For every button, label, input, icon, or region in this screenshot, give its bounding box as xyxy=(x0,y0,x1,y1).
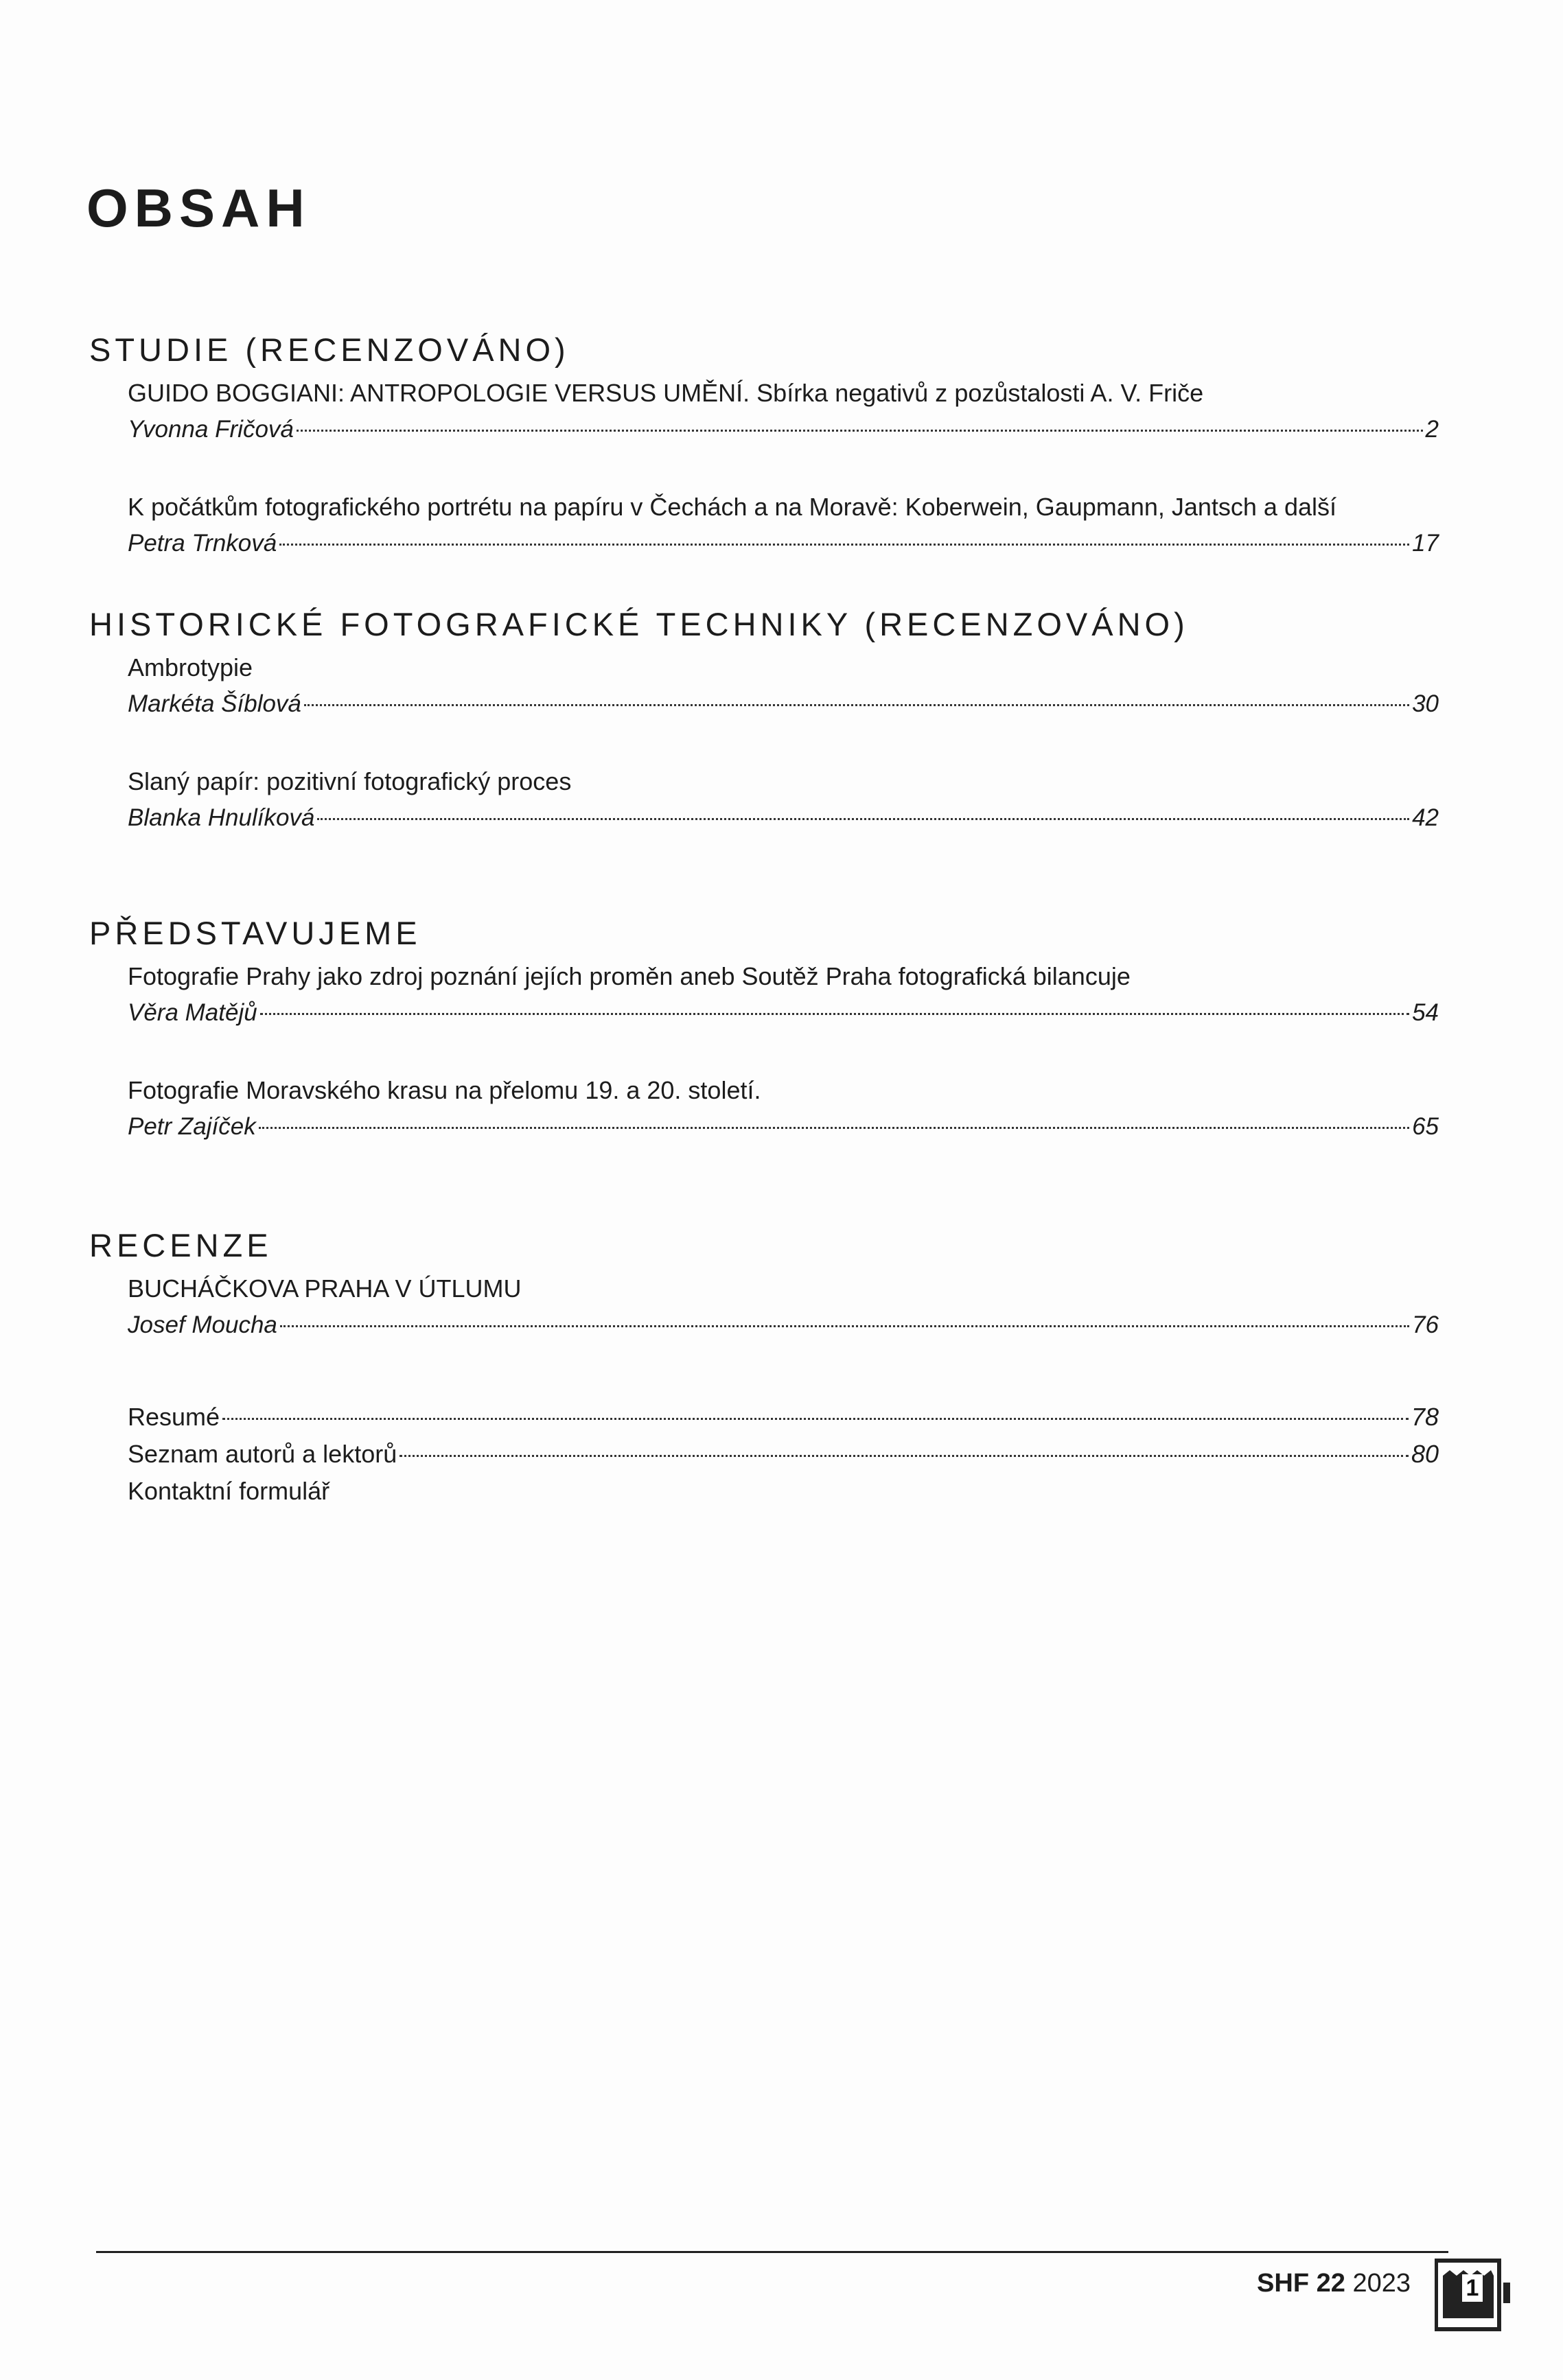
dot-leader xyxy=(260,1013,1409,1015)
entry-author-line xyxy=(128,1307,1439,1343)
dot-leader xyxy=(279,544,1409,546)
extra-page: 80 xyxy=(1411,1440,1439,1468)
entry-title: K počátkům fotografického portrétu na papíru v Čechách a na Moravě: Koberwein, Gaupmann, Jantsch a další xyxy=(128,493,1336,521)
extras-list xyxy=(128,1399,1480,1510)
section-studie xyxy=(89,329,1442,561)
entry-author-line xyxy=(128,800,1439,836)
entry-page: 30 xyxy=(1412,690,1439,717)
entry-title: GUIDO BOGGIANI: ANTROPOLOGIE VERSUS UMĚNÍ. Sbírka negativů z pozůstalosti A. V. Friče xyxy=(128,379,1204,407)
entry-author: Yvonna Fričová xyxy=(128,416,294,443)
footer-issue xyxy=(1257,2269,1411,2298)
entry-page: 42 xyxy=(1412,804,1439,831)
entry-title: BUCHÁČKOVA PRAHA V ÚTLUMU xyxy=(128,1274,522,1303)
toc-entry[interactable] xyxy=(128,375,1442,447)
entry-author: Markéta Šíblová xyxy=(128,690,301,717)
dot-leader xyxy=(280,1325,1409,1327)
extra-item[interactable] xyxy=(128,1436,1439,1473)
toc-entry[interactable] xyxy=(128,489,1442,561)
section-heading: PŘEDSTAVUJEME xyxy=(89,915,421,951)
footer-rule xyxy=(96,2251,1448,2253)
toc-entry[interactable] xyxy=(128,1072,1442,1145)
dot-leader xyxy=(222,1418,1409,1420)
page-number: 1 xyxy=(1462,2274,1483,2302)
dot-leader xyxy=(304,704,1409,706)
entry-author-line xyxy=(128,686,1439,722)
extra-label: Resumé xyxy=(128,1403,220,1431)
dot-leader xyxy=(297,430,1423,432)
entry-page: 65 xyxy=(1412,1113,1439,1140)
section-heading: RECENZE xyxy=(89,1227,273,1263)
extra-label: Kontaktní formulář xyxy=(128,1477,330,1505)
entry-author: Petr Zajíček xyxy=(128,1113,256,1140)
section-predstavujeme xyxy=(89,913,1442,1145)
film-strip-logo-icon xyxy=(1435,2255,1516,2336)
extra-item[interactable] xyxy=(128,1399,1439,1436)
footer-issue-number: 22 xyxy=(1316,2269,1345,2298)
entry-author: Věra Matějů xyxy=(128,999,257,1026)
toc-entry[interactable] xyxy=(128,649,1442,722)
entry-author: Josef Moucha xyxy=(128,1311,277,1338)
dot-leader xyxy=(400,1455,1409,1457)
entry-page: 54 xyxy=(1412,999,1439,1026)
extra-label: Seznam autorů a lektorů xyxy=(128,1440,397,1468)
section-heading: STUDIE (RECENZOVÁNO) xyxy=(89,331,570,368)
dot-leader xyxy=(259,1127,1409,1129)
entry-title: Fotografie Moravského krasu na přelomu 19. a 20. století. xyxy=(128,1076,761,1104)
toc-entry[interactable] xyxy=(128,1270,1442,1343)
entry-author: Petra Trnková xyxy=(128,530,277,557)
entry-title: Slaný papír: pozitivní fotografický proces xyxy=(128,767,572,795)
page-title: OBSAH xyxy=(86,178,311,238)
entry-title: Ambrotypie xyxy=(128,653,253,681)
toc-entry[interactable] xyxy=(128,958,1442,1031)
entry-author-line xyxy=(128,526,1439,561)
section-historicke-techniky xyxy=(89,604,1442,836)
entry-author-line xyxy=(128,412,1439,447)
footer-year: 2023 xyxy=(1352,2269,1411,2298)
entry-author-line xyxy=(128,1109,1439,1145)
extra-item[interactable] xyxy=(128,1473,1439,1510)
footer-journal: SHF xyxy=(1257,2269,1310,2298)
toc-entry[interactable] xyxy=(128,763,1442,836)
entry-title: Fotografie Prahy jako zdroj poznání jejích proměn aneb Soutěž Praha fotografická bilancuje xyxy=(128,962,1131,990)
entry-author-line xyxy=(128,995,1439,1031)
extra-page: 78 xyxy=(1411,1403,1439,1431)
entry-author: Blanka Hnulíková xyxy=(128,804,315,831)
section-heading: HISTORICKÉ FOTOGRAFICKÉ TECHNIKY (RECENZOVÁNO) xyxy=(89,606,1189,642)
entry-page: 2 xyxy=(1425,416,1439,443)
entry-page: 76 xyxy=(1412,1311,1439,1338)
entry-page: 17 xyxy=(1412,530,1439,557)
dot-leader xyxy=(317,818,1409,820)
section-recenze xyxy=(89,1225,1442,1343)
